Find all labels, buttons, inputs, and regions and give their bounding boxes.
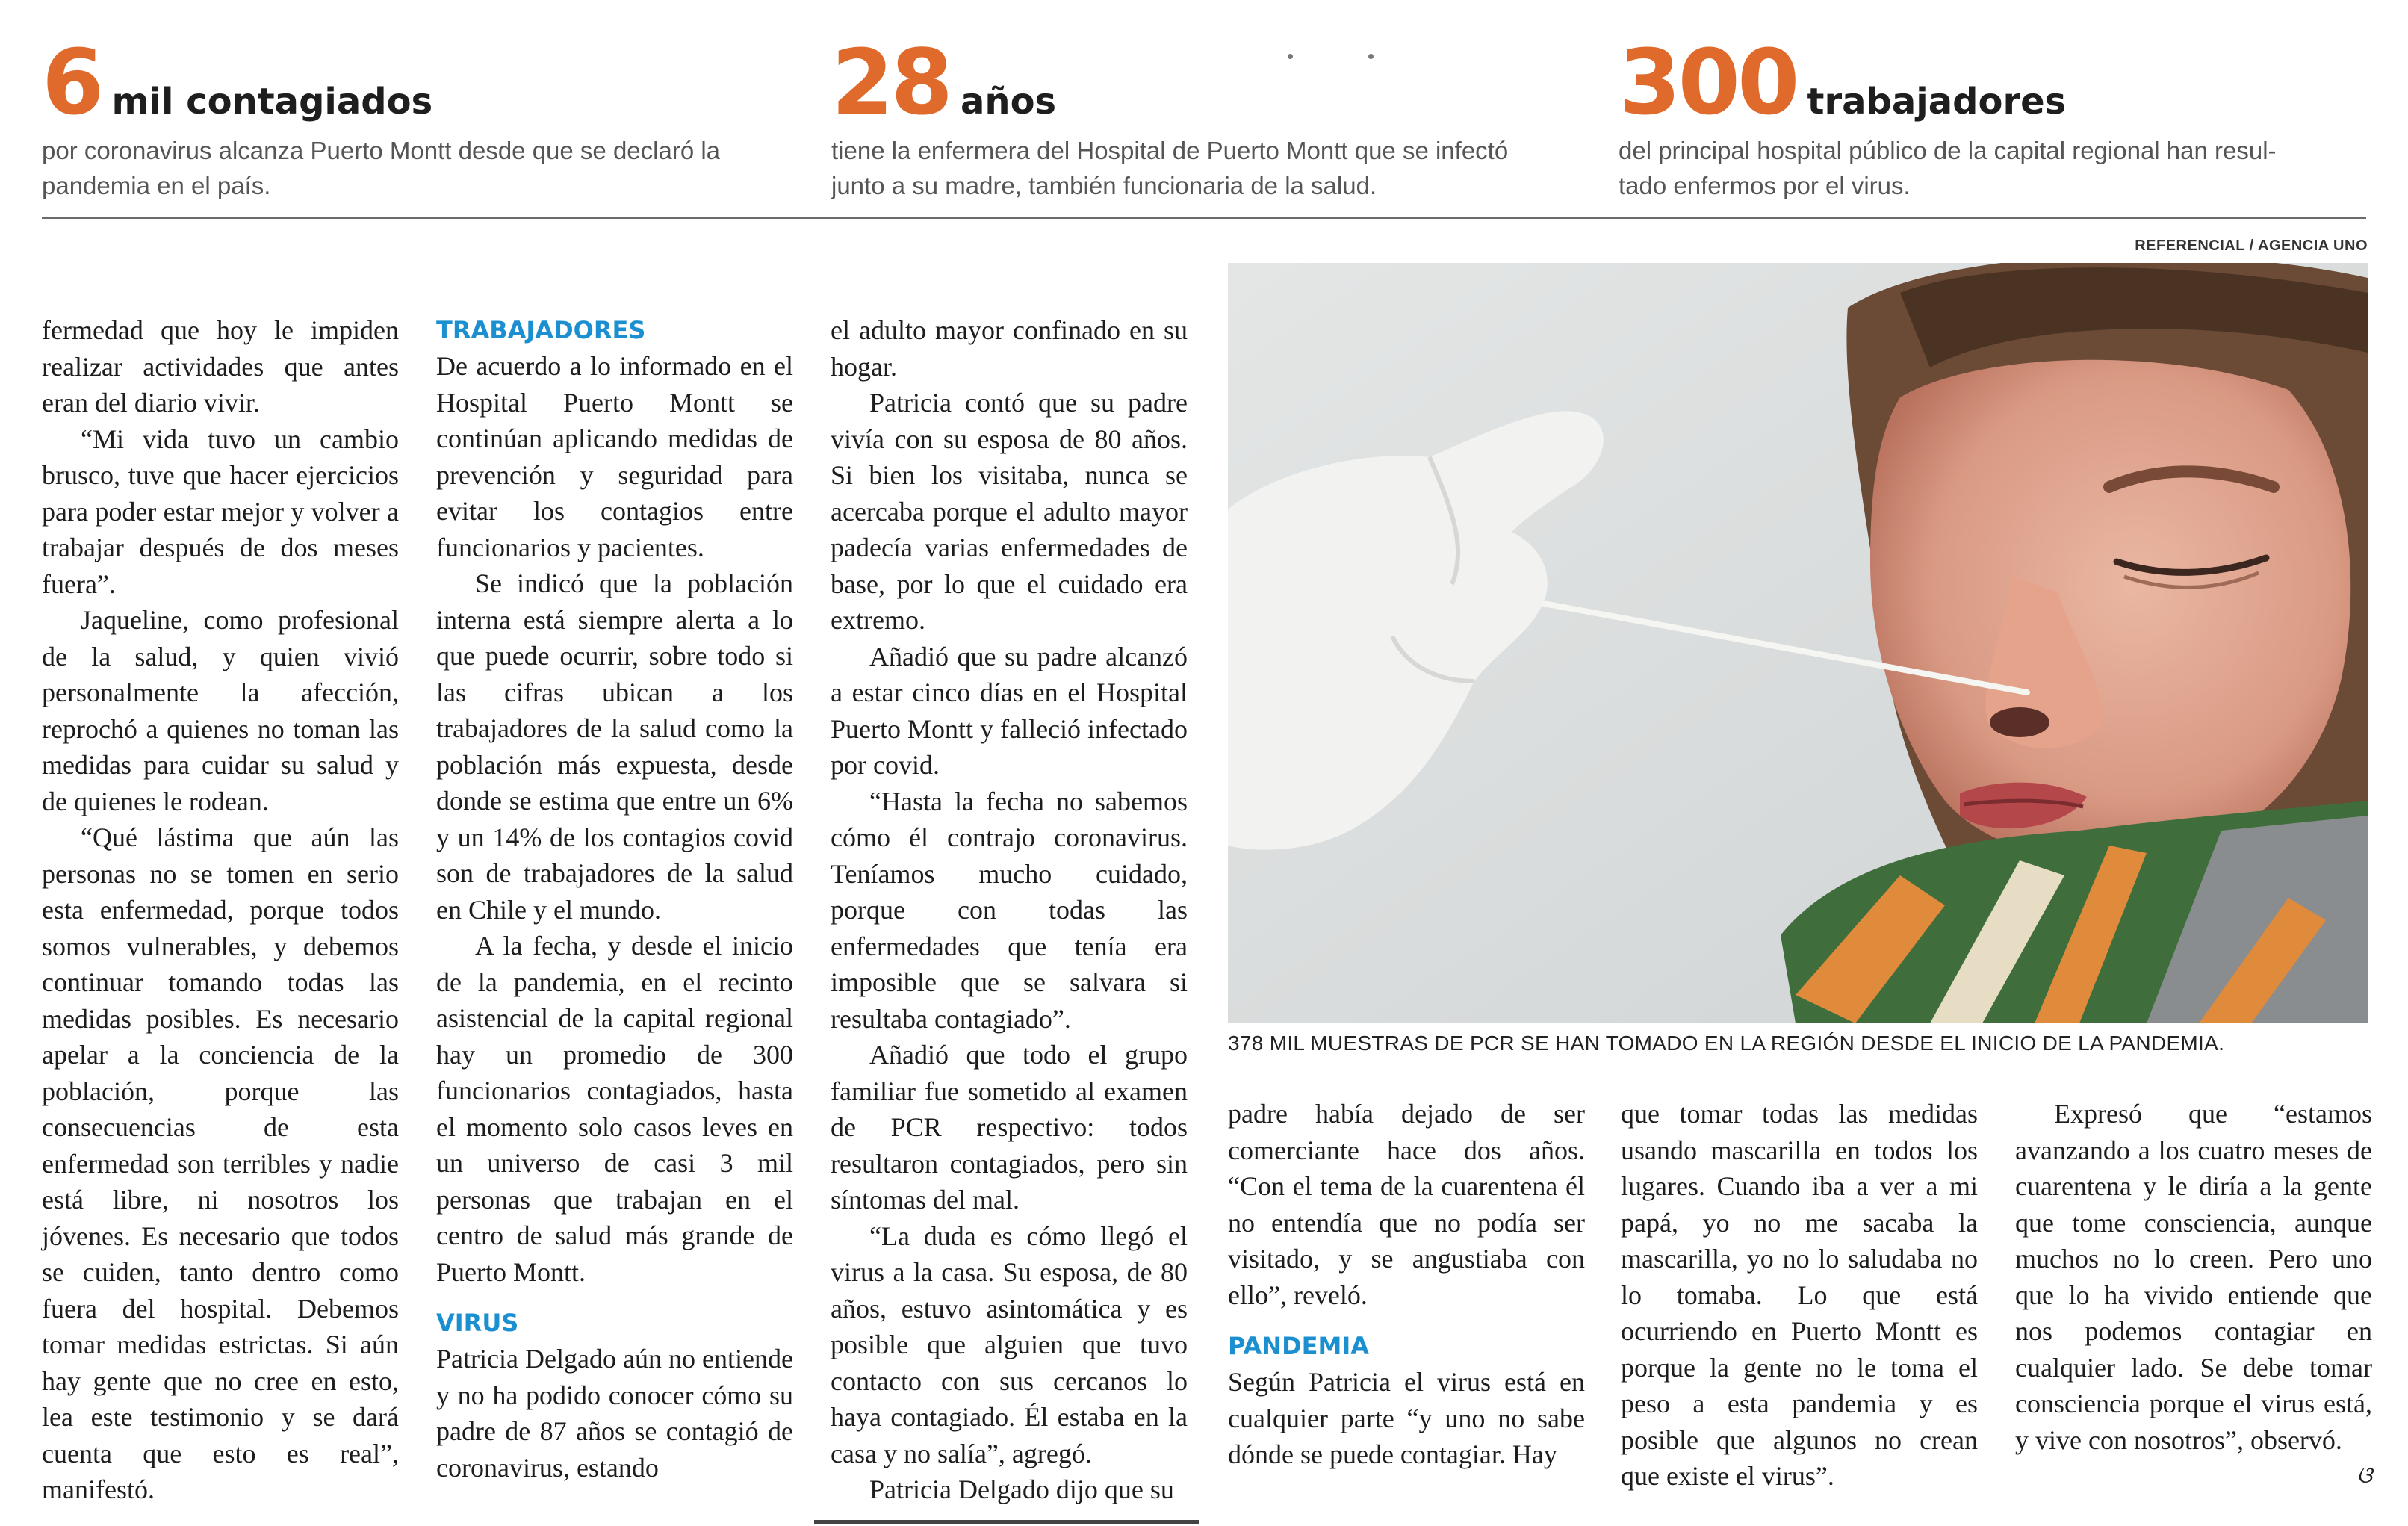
stat-number: 6 bbox=[42, 31, 102, 135]
paragraph: Patricia Delgado aún no entiende y no ha podido conocer cómo su padre de 87 años se contagió de coronavirus, estando bbox=[436, 1344, 793, 1483]
photo-credit: REFERENCIAL / AGENCIA UNO bbox=[2135, 238, 2368, 254]
header-divider bbox=[42, 217, 2366, 219]
paragraph: Patricia contó que su padre vivía con su esposa de 80 años. Si bien los visitaba, nunca se acercaba porque el adulto mayor padecía varias enfermedades de base, por lo que el cuidado era extremo. bbox=[831, 388, 1188, 635]
subheading-trabajadores: TRABAJADORES bbox=[436, 316, 646, 344]
pcr-test-photo bbox=[1228, 263, 2368, 1023]
paragraph: Añadió que su padre alcanzó a estar cinco días en el Hospital Puerto Montt y falleció infectado por covid. bbox=[831, 641, 1188, 780]
stat-number: 28 bbox=[831, 31, 950, 135]
pcr-test-illustration bbox=[1228, 263, 2368, 1023]
stat-unit: trabajadores bbox=[1807, 81, 2067, 122]
paragraph: Se indicó que la población interna está siempre alerta a lo que puede ocurrir, sobre todo si las cifras ubican a los trabajadores de la salud como la población más expuesta, desde donde se estima que entre un 6% y un 14% de los contagios covid son de trabajadores de la salud en Chile y el mundo. bbox=[436, 568, 793, 925]
stat-unit: años bbox=[961, 81, 1057, 122]
stat-number: 300 bbox=[1619, 31, 1797, 135]
decorative-dot bbox=[1288, 54, 1293, 59]
article-column-4 bbox=[1228, 1096, 1585, 1473]
article-column-3 bbox=[831, 312, 1188, 1508]
paragraph: “Mi vida tuvo un cambio brusco, tuve que hacer ejercicios para poder estar mejor y volver a trabajar después de dos meses fuera”. bbox=[42, 424, 399, 599]
paragraph: A la fecha, y desde el inicio de la pandemia, en el recinto asistencial de la capital regional hay un promedio de 300 funcionarios contagiados, hasta el momento solo casos leves en un universo de casi 3 mil personas que trabajan en el centro de salud más grande de Puerto Montt. bbox=[436, 931, 793, 1287]
stat-trabajadores bbox=[1619, 31, 2365, 203]
stat-description: tiene la enfermera del Hospital de Puerto Montt que se infectó junto a su madre, también funcionaria de la salud. bbox=[831, 137, 1509, 199]
stat-description: del principal hospital público de la capital regional han resul- tado enfermos por el virus. bbox=[1619, 137, 2277, 199]
stat-anos bbox=[831, 31, 1578, 203]
photo-caption: 378 MIL MUESTRAS DE PCR SE HAN TOMADO EN LA REGIÓN DESDE EL INICIO DE LA PANDEMIA. bbox=[1228, 1032, 2225, 1055]
article-column-2 bbox=[436, 312, 793, 1486]
paragraph: Añadió que todo el grupo familiar fue sometido al examen de PCR respectivo: todos resultaron contagiados, pero sin síntomas del mal. bbox=[831, 1040, 1188, 1215]
paragraph: “La duda es cómo llegó el virus a la casa. Su esposa, de 80 años, estuvo asintomática y es posible que alguien que tuvo contacto con sus cercanos lo haya contagiado. Él estaba en la casa y no salía”, agregó. bbox=[831, 1221, 1188, 1468]
stat-contagiados bbox=[42, 31, 789, 203]
subheading-virus: VIRUS bbox=[436, 1309, 519, 1337]
decorative-dot bbox=[1368, 54, 1374, 59]
paragraph: De acuerdo a lo informado en el Hospital Puerto Montt se continúan aplicando medidas de prevención y seguridad para evitar los contagios entre funcionarios y pacientes. bbox=[436, 351, 793, 562]
article-column-5 bbox=[1621, 1096, 1978, 1495]
paragraph: “Qué lástima que aún las personas no se tomen en serio esta enfermedad, porque todos somos vulnerables, y debemos continuar tomando todas las medidas posibles. Es necesario apelar a la conciencia de la población, porque las consecuencias de esta enfermedad son terribles y nadie está libre, ni nosotros los jóvenes. Es necesario que todos se cuiden, tanto dentro como fuera del hospital. Debemos tomar medidas estrictas. Si aún hay gente que no cree en esto, lea este testimonio y se dará cuenta que esto es real”, manifestó. bbox=[42, 822, 399, 1504]
paragraph: padre había dejado de ser comerciante hace dos años. “Con el tema de la cuarentena él no entendía que no podía ser visitado, y se angustiaba con ello”, reveló. bbox=[1228, 1099, 1585, 1310]
paragraph: Expresó que “estamos avanzando a los cuatro meses de cuarentena y le diría a la gente que tome consciencia, aunque muchos no lo creen. Pero uno que lo ha vivido entiende que nos podemos contagiar en cualquier lado. Se debe tomar consciencia porque el virus está, y vive con nosotros”, observó. bbox=[2015, 1099, 2372, 1455]
end-of-article-icon: ଓ bbox=[2356, 1463, 2372, 1489]
paragraph: Patricia Delgado dijo que su bbox=[869, 1474, 1174, 1504]
paragraph: que tomar todas las medidas usando mascarilla en todos los lugares. Cuando iba a ver a mi papá, yo no me sacaba la mascarilla, yo no lo saludaba no lo tomaba. Lo que está ocurriendo en Puerto Montt es porque la gente no le toma el peso a esta pandemia y es posible que algunos no crean que existe el virus”. bbox=[1621, 1099, 1978, 1491]
paragraph: fermedad que hoy le impiden realizar actividades que antes eran del diario vivir. bbox=[42, 315, 399, 418]
stat-unit: mil contagiados bbox=[111, 81, 433, 122]
stat-description: por coronavirus alcanza Puerto Montt desde que se declaró la pandemia en el país. bbox=[42, 137, 721, 199]
subheading-pandemia: PANDEMIA bbox=[1228, 1332, 1369, 1360]
paragraph: el adulto mayor confinado en su hogar. bbox=[831, 315, 1188, 382]
paragraph: Jaqueline, como profesional de la salud, y quien vivió personalmente la afección, reprochó a quienes no toman las medidas para cuidar su salud y de quienes le rodean. bbox=[42, 605, 399, 816]
paragraph: Según Patricia el virus está en cualquier parte “y uno no sabe dónde se puede contagiar. Hay bbox=[1228, 1367, 1585, 1469]
article-column-1 bbox=[42, 312, 399, 1508]
paragraph: “Hasta la fecha no sabemos cómo él contrajo coronavirus. Teníamos mucho cuidado, porque con todas las enfermedades que tenía era imposible que se salvara si resultaba contagiado”. bbox=[831, 786, 1188, 1034]
bottom-divider bbox=[814, 1520, 1199, 1524]
article-column-6 bbox=[2015, 1096, 2372, 1495]
